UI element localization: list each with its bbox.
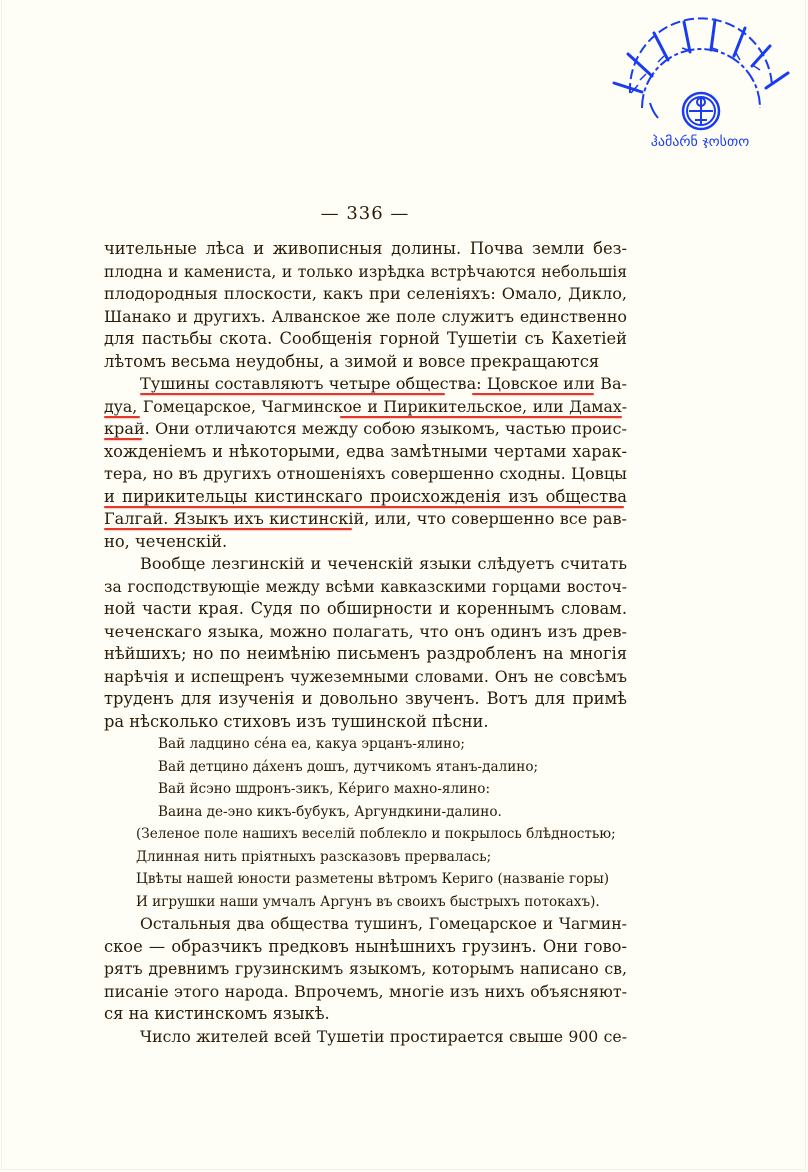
translation-line: И игрушки наши умчалъ Аргунъ въ своихъ быстрыхъ потокахъ). <box>136 893 600 910</box>
text-line: нѣйшихъ; но по неимѣнію письменъ раздробленъ на многія <box>104 644 627 663</box>
translation-line: Длинная нить пріятныхъ разсказовъ прервалась; <box>136 848 492 865</box>
text-line: нарѣчія и испещренъ чужеземными словами. Онъ не совсѣмъ <box>104 666 627 686</box>
paragraph-start-line <box>104 373 627 396</box>
text-line: дуа, Гомецарское, Чагминское и Пирикительское, или Дамах- <box>104 396 627 416</box>
text-line: ной части края. Судя по обширности и кореннымъ словам. <box>104 599 627 618</box>
text-line: Вообще лезгинскій и чеченскій языки слѣдуетъ считать <box>140 554 627 573</box>
verse-line: Вай йсэно шдронъ-зикъ, Кéриго махно-ялино: <box>158 781 491 797</box>
text-line-wrap <box>104 418 627 441</box>
library-stamp <box>600 8 800 148</box>
text-line: ся на кистинскомъ языкѣ. <box>104 1004 330 1023</box>
text-line: и пирикительцы кистинскаго происхожденія изъ общества <box>104 486 627 506</box>
text-line-wrap <box>104 508 627 531</box>
text-line: для пастьбы скота. Сообщенія горной Тушетіи съ Кахетіей <box>104 329 627 348</box>
verse-line: Вай детцино дáхенъ дошъ, дутчикомъ ятанъ-далино; <box>158 758 539 775</box>
text-line: хожденіемъ и нѣкоторыми, едва замѣтными чертами харак- <box>104 441 627 461</box>
page-body <box>104 238 627 1048</box>
translation-line: Цвѣты нашей юности разметены вѣтромъ Кериго (названіе горы) <box>136 871 610 887</box>
text-line: но, чеченскій. <box>104 531 228 551</box>
text-line: ское — образчикъ предковъ нынѣшнихъ грузинъ. Они гово- <box>104 936 627 956</box>
page-number: — 336 — <box>320 203 410 224</box>
text-line: ра нѣсколько стиховъ изъ тушинской пѣсни. <box>104 711 489 731</box>
stamp-text: ჰამარნ ჯოსთო <box>650 134 750 148</box>
verse-line: Вай ладцино сéна еа, какуа эрцанъ-ялино; <box>158 736 465 752</box>
text-line: Остальныя два общества тушинъ, Гомецарское и Чагмин- <box>140 914 627 933</box>
stamp-seal-icon <box>600 8 800 148</box>
text-line: рятъ древнимъ грузинскимъ языкомъ, которымъ написано св, <box>104 959 627 978</box>
text-line: Шанако и другихъ. Алванское же поле служитъ единственно <box>104 306 627 326</box>
text-line-wrap <box>104 396 627 419</box>
text-line: Тушины составляютъ четыре общества: Цовское или Ва- <box>140 374 627 393</box>
text-line: труденъ для изученія и довольно звученъ. Вотъ для примѣ <box>104 689 627 708</box>
text-line: плодна и камениста, и только изрѣдка встрѣчаются небольшія <box>104 262 627 281</box>
text-line: писаніе этого народа. Впрочемъ, многіе изъ нихъ объясняют- <box>104 981 627 1001</box>
verse-line: Ваина де-эно кикъ-бубукъ, Аргундкини-далино. <box>158 803 502 820</box>
text-line: край. Они отличаются между собою языкомъ, частью проис- <box>104 419 627 438</box>
text-line-wrap <box>104 486 627 509</box>
text-line: чеченскаго языка, можно полагать, что онъ одинъ изъ древ- <box>104 621 627 641</box>
text-line: Число жителей всей Тушетіи простирается свыше 900 се- <box>140 1026 627 1046</box>
text-line: чительные лѣса и живописныя долины. Почва земли без- <box>104 239 627 258</box>
text-line: Галгай. Языкъ ихъ кистинскій, или, что совершенно все рав- <box>104 509 627 528</box>
translation-line: (Зеленое поле нашихъ веселій поблекло и покрылось блѣдностью; <box>136 826 616 842</box>
text-line: тера, но въ другихъ отношеніяхъ совершенно сходны. Цовцы <box>104 464 627 483</box>
text-line: лѣтомъ весьма неудобны, а зимой и вовсе прекращаются <box>104 351 600 371</box>
text-line: за господствующіе между всѣми кавказскими горцами восточ- <box>104 577 627 596</box>
text-line: плодородныя плоскости, какъ при селеніяхъ: Омало, Дикло, <box>104 284 627 303</box>
